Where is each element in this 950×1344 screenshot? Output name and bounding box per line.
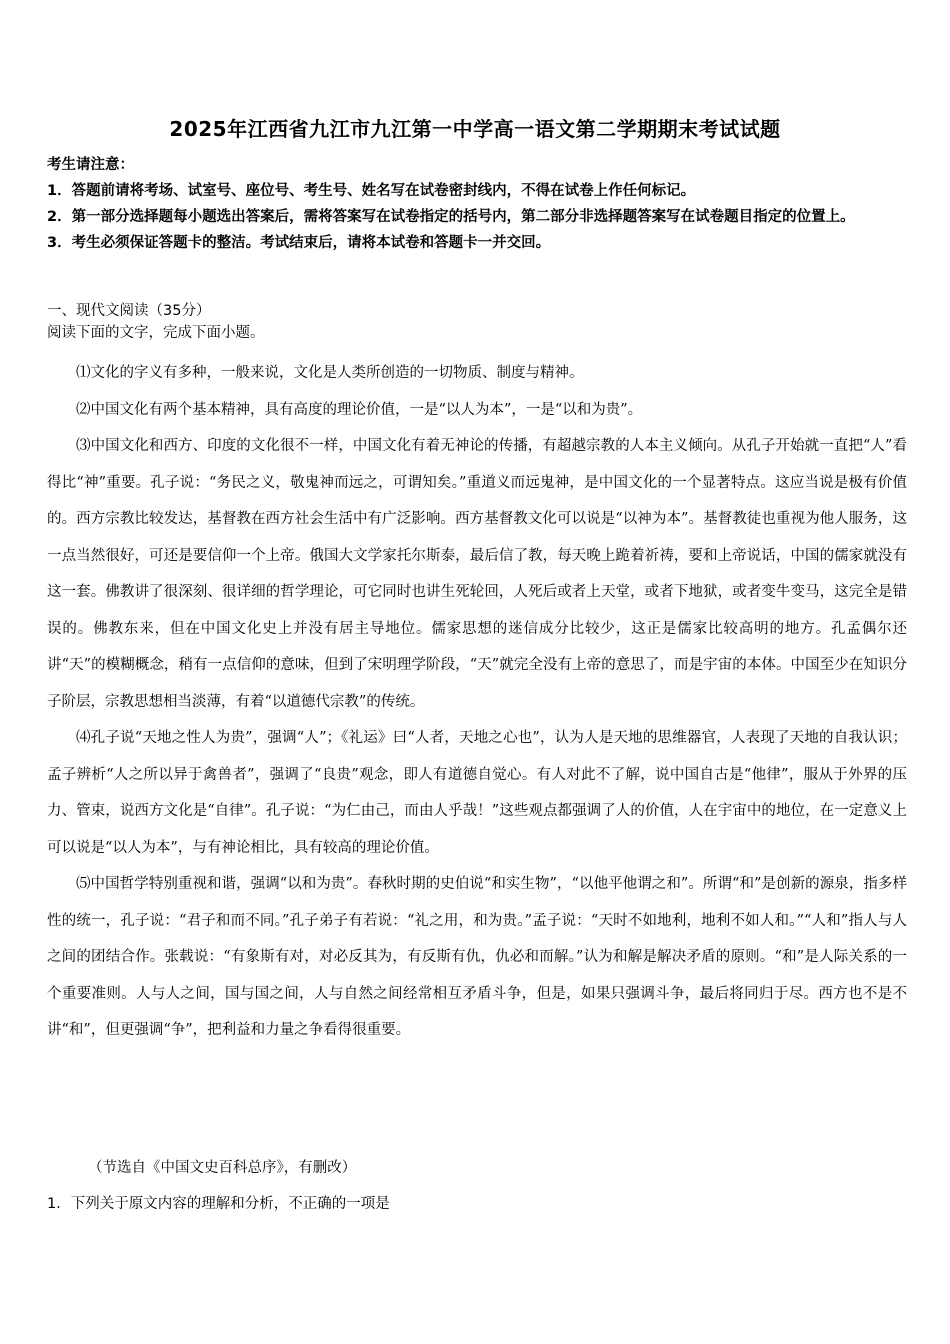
passage-paragraph: ⑷孔子说“天地之性人为贵”，强调“人”；《礼运》曰“人者，天地之心也”，认为人是天地的思维器官，人表现了天地的自我认识；孟子辨析“人之所以异于禽兽者”，强调了“良贵”观念，即人有道德自觉心。有人对此不了解，说中国自古是“他律”，服从于外界的压力、管束，说西方文化是“自律”。孔子说：“为仁由己，而由人乎哉！”这些观点都强调了人的价值，人在宇宙中的地位，在一定意义上可以说是“以人为本”，与有神论相比，具有较高的理论价值。 bbox=[47, 730, 907, 856]
notice-heading: 考生请注意： bbox=[47, 157, 134, 173]
notice-item: 3．考生必须保证答题卡的整洁。考试结束后，请将本试卷和答题卡一并交回。 bbox=[47, 235, 551, 251]
exam-title: 2025年江西省九江市九江第一中学高一语文第二学期期末考试试题 bbox=[169, 117, 781, 141]
notice-item: 2．第一部分选择题每小题选出答案后，需将答案写在试卷指定的括号内，第二部分非选择题答案写在试卷题目指定的位置上。 bbox=[47, 209, 855, 225]
candidate-notice bbox=[47, 152, 907, 256]
section-instruction: 阅读下面的文字，完成下面小题。 bbox=[47, 325, 265, 341]
reading-passage bbox=[47, 355, 907, 1049]
passage-paragraph: ⑵中国文化有两个基本精神，具有高度的理论价值，一是“以人为本”，一是“以和为贵”。 bbox=[76, 401, 643, 418]
passage-paragraph: ⑴文化的字义有多种，一般来说，文化是人类所创造的一切物质、制度与精神。 bbox=[76, 365, 584, 381]
notice-item: 1．答题前请将考场、试室号、座位号、考生号、姓名写在试卷密封线内，不得在试卷上作任何标记。 bbox=[47, 183, 696, 199]
passage-source: （节选自《中国文史百科总序》，有删改） bbox=[88, 1160, 357, 1176]
section-heading: 一、现代文阅读（35分） bbox=[47, 303, 211, 319]
passage-paragraph: ⑶中国文化和西方、印度的文化很不一样，中国文化有着无神论的传播，有超越宗教的人本主义倾向。从孔子开始就一直把“人”看得比“神”重要。孔子说：“务民之义，敬鬼神而远之，可谓知矣。”重道义而远鬼神，是中国文化的一个显著特点。这应当说是极有价值的。西方宗教比较发达，基督教在西方社会生活中有广泛影响。西方基督教文化可以说是“以神为本”。基督教徒也重视为他人服务，这一点当然很好，可还是要信仰一个上帝。俄国大文学家托尔斯泰，最后信了教，每天晚上跪着祈祷，要和上帝说话，中国的儒家就没有这一套。佛教讲了很深刻、很详细的哲学理论，可它同时也讲生死轮回，人死后或者上天堂，或者下地狱，或者变牛变马，这完全是错误的。佛教东来，但在中国文化史上并没有居主导地位。儒家思想的迷信成分比较少，这正是儒家比较高明的地方。孔孟偶尔还讲“天”的模糊概念，稍有一点信仰的意味，但到了宋明理学阶段，“天”就完全没有上帝的意思了，而是宇宙的本体。中国至少在知识分子阶层，宗教思想相当淡薄，有着“以道德代宗教”的传统。 bbox=[47, 438, 907, 710]
section-header bbox=[47, 300, 907, 344]
passage-paragraph: ⑸中国哲学特别重视和谐，强调“以和为贵”。春秋时期的史伯说“和实生物”，“以他平他谓之和”。所谓“和”是创新的源泉，指多样性的统一，孔子说：“君子和而不同。”孔子弟子有若说：“礼之用，和为贵。”孟子说：“天时不如地利，地利不如人和。”“人和”指人与人之间的团结合作。张载说：“有象斯有对，对必反其为，有反斯有仇，仇必和而解。”认为和解是解决矛盾的原则。“和”是人际关系的一个重要准则。人与人之间，国与国之间，人与自然之间经常相互矛盾斗争，但是，如果只强调斗争，最后将同归于尽。西方也不是不讲“和”，但更强调“争”，把利益和力量之争看得很重要。 bbox=[47, 876, 907, 1038]
question-1: 1．下列关于原文内容的理解和分析，不正确的一项是 bbox=[47, 1196, 390, 1212]
